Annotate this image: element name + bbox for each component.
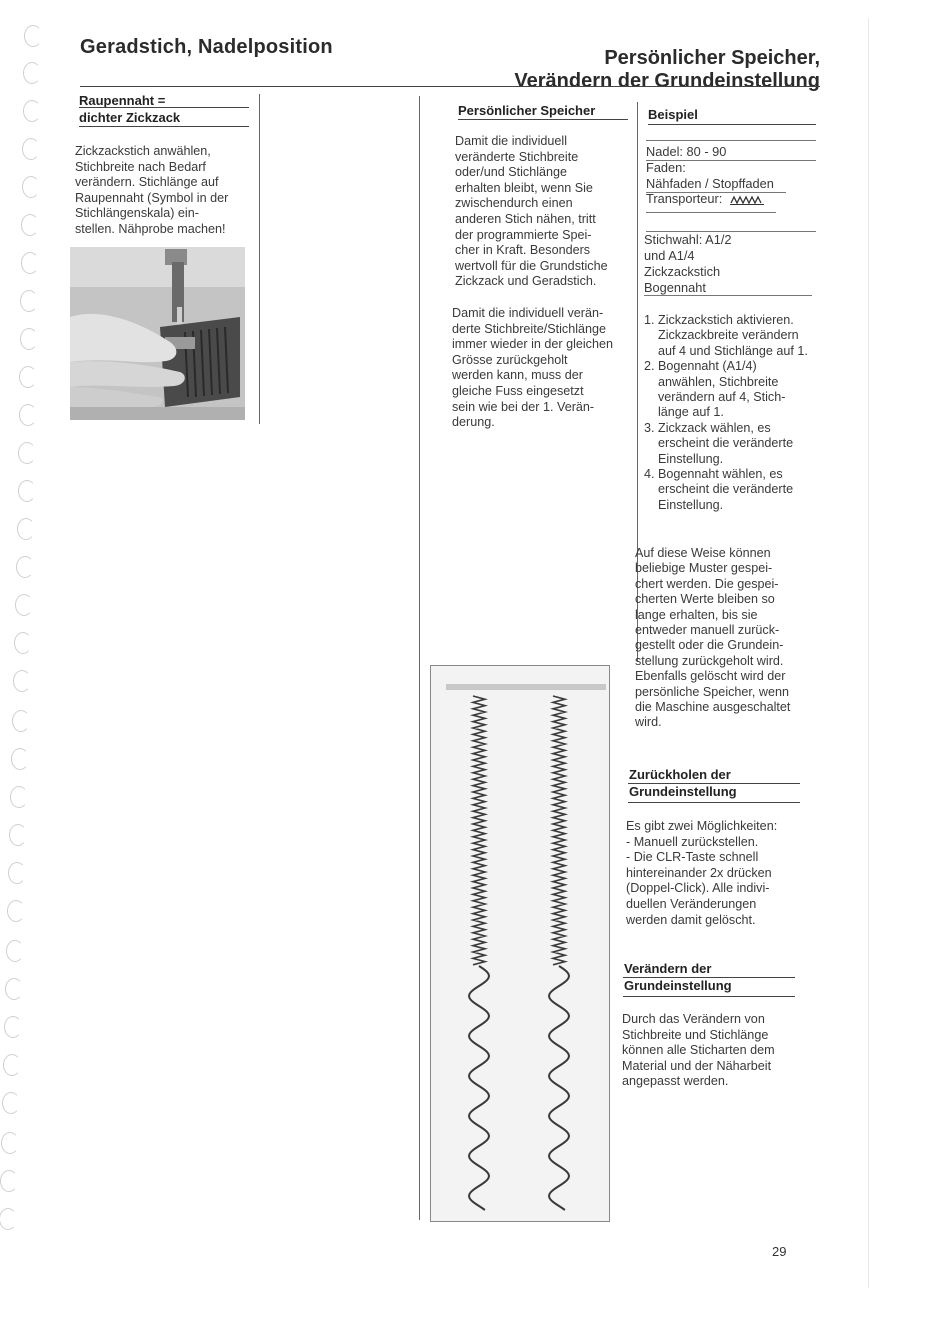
col3-line: (Doppel-Click). Alle indivi- bbox=[626, 881, 770, 896]
heading3-line2: Grundeinstellung bbox=[624, 978, 732, 993]
divider-middle bbox=[419, 96, 420, 1220]
col1-heading bbox=[79, 92, 180, 126]
col3-line: persönliche Speicher, wenn bbox=[635, 684, 790, 699]
title-right-line2: Verändern der Grundeinstellung bbox=[514, 70, 820, 92]
col3-rule10 bbox=[623, 977, 795, 978]
steps-list bbox=[640, 313, 815, 513]
col2-line: oder/und Stichlänge bbox=[455, 165, 568, 180]
col1-heading-line2: dichter Zickzack bbox=[79, 110, 181, 125]
col3-rule1 bbox=[648, 124, 816, 125]
col3-para bbox=[635, 546, 815, 731]
col2-rule bbox=[458, 119, 628, 120]
col3-line: wird. bbox=[635, 715, 662, 730]
col2-line: der programmierte Spei- bbox=[455, 227, 592, 242]
step-item: 2. Bogennaht (A1/4) anwählen, Stichbreite verändern auf 4, Stich-länge auf 1. bbox=[658, 359, 815, 421]
zigzag-icon bbox=[730, 195, 764, 205]
stitch-sample-photo bbox=[430, 665, 610, 1222]
col1-text bbox=[75, 144, 255, 238]
col2-line: Grösse zurückgeholt bbox=[452, 352, 568, 367]
col2-line: zwischendurch einen bbox=[455, 196, 573, 211]
col3-settings bbox=[646, 144, 821, 207]
col2-line: wertvoll für die Grundstiche bbox=[455, 258, 608, 273]
page-title-left: Geradstich, Nadelposition bbox=[80, 36, 333, 58]
col3-line: Ebenfalls gelöscht wird der bbox=[635, 669, 786, 684]
col2-para1 bbox=[455, 134, 631, 290]
thread-label: Faden: bbox=[646, 159, 686, 175]
col2-line: veränderte Stichbreite bbox=[455, 149, 579, 164]
col3-stitch-selection bbox=[644, 232, 819, 296]
col3-line: Material und der Näharbeit bbox=[622, 1058, 772, 1073]
needle-setting: Nadel: 80 - 90 bbox=[646, 144, 727, 159]
col1-line: verändern. Stichlänge auf bbox=[75, 175, 219, 190]
col2-line: derung. bbox=[452, 415, 495, 430]
col3-line: angepasst werden. bbox=[622, 1074, 729, 1089]
col1-line: Stichbreite nach Bedarf bbox=[75, 159, 206, 174]
col3-line: gestellt oder die Grundein- bbox=[635, 638, 784, 653]
thread-value: Nähfaden / Stopffaden bbox=[646, 175, 774, 191]
feed-dog-setting bbox=[646, 191, 821, 207]
col3-line: cherten Werte bleiben so bbox=[635, 592, 775, 607]
col3-line: können alle Sticharten dem bbox=[622, 1043, 775, 1058]
col1-line: Zickzackstich anwählen, bbox=[75, 144, 211, 158]
col2-heading: Persönlicher Speicher bbox=[458, 103, 596, 118]
col2-line: erhalten bleibt, wenn Sie bbox=[455, 180, 593, 195]
col3-line: - Die CLR-Taste schnell bbox=[626, 850, 759, 865]
stitch-selection-line: Zickzackstich bbox=[644, 264, 721, 279]
col3-rule9 bbox=[628, 802, 800, 803]
heading2-line1: Zurückholen der bbox=[629, 767, 731, 782]
stitch-selection-line: und A1/4 bbox=[644, 248, 695, 263]
col2-line: immer wieder in der gleichen bbox=[452, 337, 613, 352]
col3-line: Auf diese Weise können bbox=[635, 546, 771, 560]
col3-rule3 bbox=[646, 160, 816, 161]
col3-line: Es gibt zwei Möglichkeiten: bbox=[626, 819, 778, 833]
col3-rule11 bbox=[623, 996, 795, 997]
col3-line: die Maschine ausgeschaltet bbox=[635, 700, 791, 715]
step-item: 4. Bogennaht wählen, es erscheint die veränderte Einstellung. bbox=[658, 467, 815, 513]
col2-line: Damit die individuell verän- bbox=[452, 306, 604, 320]
col2-line: werden kann, muss der bbox=[452, 368, 583, 383]
col3-line: lange erhalten, bis sie bbox=[635, 607, 758, 622]
col3-line: duellen Veränderungen bbox=[626, 896, 757, 911]
col3-line: entweder manuell zurück- bbox=[635, 623, 780, 638]
col3-line: stellung zurückgeholt wird. bbox=[635, 653, 784, 668]
col3-line: werden damit gelöscht. bbox=[626, 912, 756, 927]
col1-line: Raupennaht (Symbol in der bbox=[75, 190, 229, 205]
col3-rule4 bbox=[646, 192, 786, 193]
heading2-line2: Grundeinstellung bbox=[629, 784, 737, 799]
col1-line: Stichlängenskala) ein- bbox=[75, 206, 199, 221]
col1-rule1 bbox=[79, 107, 249, 108]
col1-rule2 bbox=[79, 126, 249, 127]
col2-line: Damit die individuell bbox=[455, 134, 567, 148]
col3-line: beliebige Muster gespei- bbox=[635, 561, 773, 576]
col3-steps bbox=[640, 313, 815, 513]
stitch-selection-line: Stichwahl: A1/2 bbox=[644, 232, 732, 247]
page-edge bbox=[868, 18, 881, 1288]
col2-line: cher in Kraft. Besonders bbox=[455, 243, 591, 258]
step-item: 1. Zickzackstich aktivieren. Zickzackbreite verändern auf 4 und Stichlänge auf 1. bbox=[658, 313, 815, 359]
col3-line: Durch das Verändern von bbox=[622, 1012, 765, 1026]
col3-rule8 bbox=[628, 783, 800, 784]
col3-line: chert werden. Die gespei- bbox=[635, 576, 779, 591]
col2-line: derte Stichbreite/Stichlänge bbox=[452, 321, 607, 336]
stitch-selection-line: Bogennaht bbox=[644, 280, 706, 295]
col1-line: stellen. Nähprobe machen! bbox=[75, 221, 226, 236]
feed-dog-label: Transporteur: bbox=[646, 191, 723, 207]
col2-line: anderen Stich nähen, tritt bbox=[455, 211, 596, 226]
divider-left bbox=[259, 94, 260, 424]
col3-rule2 bbox=[646, 140, 816, 141]
title-right-line1: Persönlicher Speicher, bbox=[604, 47, 820, 69]
col3-line: - Manuell zurückstellen. bbox=[626, 834, 759, 849]
sewing-foot-photo bbox=[70, 247, 245, 420]
col2-line: sein wie bei der 1. Verän- bbox=[452, 399, 595, 414]
col3-heading: Beispiel bbox=[648, 107, 698, 122]
col3-line: hintereinander 2x drücken bbox=[626, 865, 772, 880]
step-item: 3. Zickzack wählen, es erscheint die veränderte Einstellung. bbox=[658, 421, 815, 467]
col3-rule5 bbox=[646, 212, 776, 213]
col3-para2 bbox=[626, 819, 806, 928]
col2-line: Zickzack und Geradstich. bbox=[455, 274, 597, 289]
col3-rule7 bbox=[644, 295, 812, 296]
page-number: 29 bbox=[772, 1244, 787, 1259]
col1-heading-line1: Raupennaht = bbox=[79, 93, 166, 108]
col3-para3 bbox=[622, 1012, 802, 1090]
col3-line: Stichbreite und Stichlänge bbox=[622, 1027, 769, 1042]
col2-para2 bbox=[452, 306, 632, 431]
heading3-line1: Verändern der bbox=[624, 961, 712, 976]
col2-line: gleiche Fuss eingesetzt bbox=[452, 383, 584, 398]
header-rule bbox=[80, 86, 820, 87]
